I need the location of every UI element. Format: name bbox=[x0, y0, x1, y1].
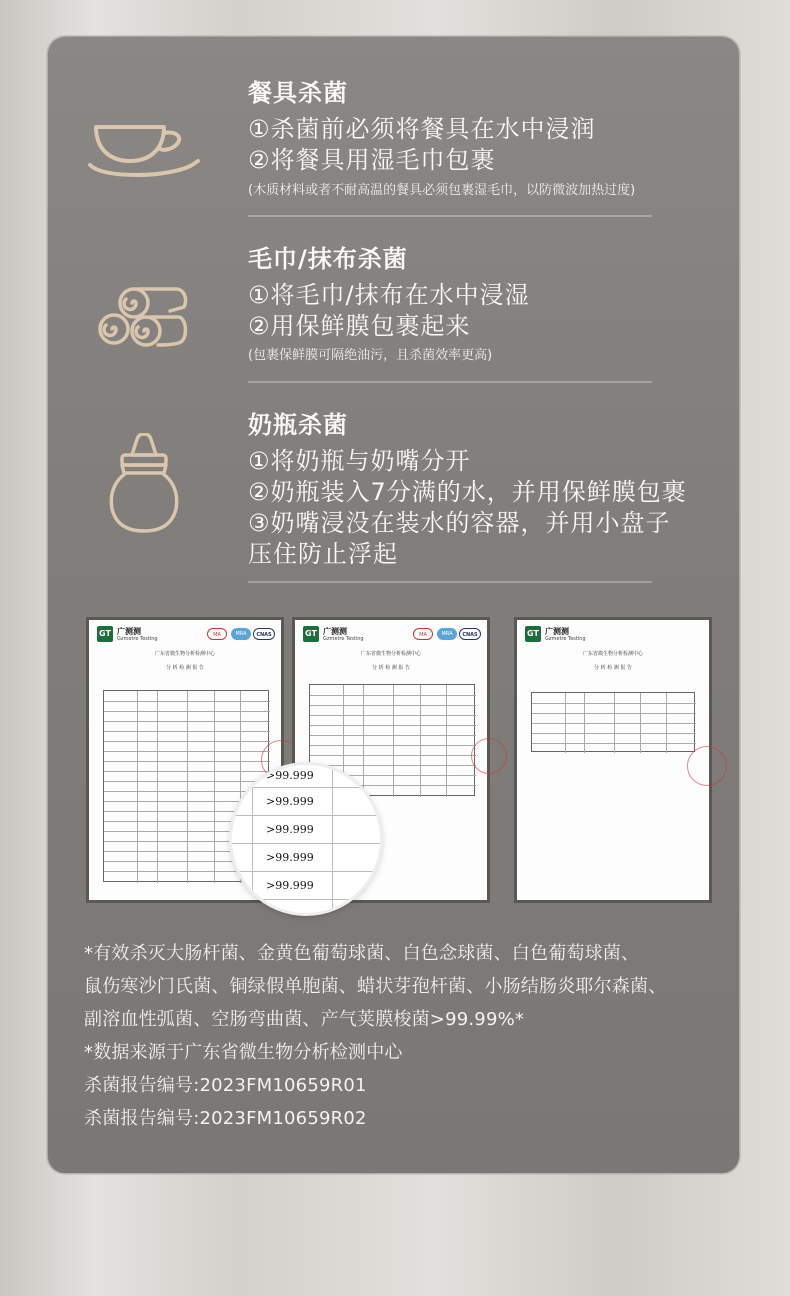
report-stamp bbox=[471, 738, 507, 774]
step-line: ②将餐具用湿毛巾包裹 bbox=[248, 146, 496, 174]
magnifier-lens bbox=[232, 765, 380, 913]
ilac-badge-icon: MRA bbox=[437, 628, 457, 640]
table-rule bbox=[393, 685, 394, 797]
report-table bbox=[531, 692, 695, 752]
report-logo-text: 广测测 bbox=[323, 627, 347, 636]
table-rule bbox=[446, 685, 447, 797]
gt-logo-icon: GT bbox=[303, 626, 319, 642]
table-rule bbox=[420, 685, 421, 797]
cma-badge-icon: MA bbox=[207, 628, 227, 640]
cma-badge-icon: MA bbox=[413, 628, 433, 640]
table-rule bbox=[363, 685, 364, 797]
footer-line: *有效杀灭大肠杆菌、金黄色葡萄球菌、白色念球菌、白色葡萄球菌、 bbox=[84, 943, 640, 964]
table-rule bbox=[666, 693, 667, 753]
gt-logo-icon: GT bbox=[97, 626, 113, 642]
report-logo-text: 广测测 bbox=[117, 627, 141, 636]
report-logo-text: 广测测 bbox=[545, 627, 569, 636]
ilac-badge-icon: MRA bbox=[231, 628, 251, 640]
report-org: 广东省微生物分析检测中心 bbox=[154, 651, 215, 657]
info-panel bbox=[47, 36, 740, 1174]
section-note: (木质材料或者不耐高温的餐具必须包裹湿毛巾，以防微波加热过度) bbox=[248, 183, 636, 198]
step-line: ①杀菌前必须将餐具在水中浸润 bbox=[248, 115, 596, 143]
table-rule bbox=[137, 691, 138, 883]
footer-line: 杀菌报告编号:2023FM10659R02 bbox=[84, 1108, 367, 1129]
rolled-towel-icon bbox=[98, 285, 190, 349]
table-rule bbox=[214, 691, 215, 883]
gt-logo-icon: GT bbox=[525, 626, 541, 642]
report-logo-sub: Gzmetre Testing bbox=[545, 636, 586, 642]
report-doc-title: 分 析 检 测 报 告 bbox=[166, 665, 204, 671]
step-line: ①将奶瓶与奶嘴分开 bbox=[248, 447, 471, 475]
cup-saucer-icon bbox=[88, 119, 208, 179]
report-logo-sub: Gzmetre Testing bbox=[117, 636, 158, 642]
table-rule bbox=[640, 693, 641, 753]
step-line: ①将毛巾/抹布在水中浸湿 bbox=[248, 281, 530, 309]
magnified-value: >99.999 bbox=[266, 851, 314, 864]
table-rule bbox=[584, 693, 585, 753]
magnified-value: >99.999 bbox=[266, 795, 314, 808]
table-rule bbox=[157, 691, 158, 883]
report-doc-title: 分 析 检 测 报 告 bbox=[594, 665, 632, 671]
cnas-badge-icon: CNAS bbox=[459, 628, 481, 640]
footer-line: 鼠伤寒沙门氏菌、铜绿假单胞菌、蜡状芽孢杆菌、小肠结肠炎耶尔森菌、 bbox=[84, 976, 667, 997]
report-header bbox=[525, 626, 703, 646]
divider bbox=[248, 215, 652, 217]
divider bbox=[248, 581, 652, 583]
report-doc-title: 分 析 检 测 报 告 bbox=[372, 665, 410, 671]
step-line: ②奶瓶装入7分满的水，并用保鲜膜包裹 bbox=[248, 478, 687, 506]
magnified-value: >99.999 bbox=[266, 879, 314, 892]
section-title: 餐具杀菌 bbox=[248, 79, 348, 107]
baby-bottle-icon bbox=[108, 433, 180, 533]
footer-line: *数据来源于广东省微生物分析检测中心 bbox=[84, 1042, 403, 1063]
footer-line: 副溶血性弧菌、空肠弯曲菌、产气荚膜梭菌>99.99%* bbox=[84, 1009, 525, 1030]
divider bbox=[248, 381, 652, 383]
cnas-badge-icon: CNAS bbox=[253, 628, 275, 640]
magnified-value: >99.999 bbox=[266, 769, 314, 782]
table-rule bbox=[614, 693, 615, 753]
report-stamp bbox=[687, 746, 727, 786]
footer-line: 杀菌报告编号:2023FM10659R01 bbox=[84, 1075, 367, 1096]
section-note: (包裹保鲜膜可隔绝油污，且杀菌效率更高) bbox=[248, 348, 493, 363]
report-org: 广东省微生物分析检测中心 bbox=[582, 651, 643, 657]
section-title: 毛巾/抹布杀菌 bbox=[248, 245, 408, 273]
table-rule bbox=[565, 693, 566, 753]
magnified-value: >99.999 bbox=[266, 823, 314, 836]
report-header bbox=[303, 626, 481, 646]
report-header bbox=[97, 626, 275, 646]
step-line: 压住防止浮起 bbox=[248, 540, 398, 568]
step-line: ③奶嘴浸没在装水的容器，并用小盘子 bbox=[248, 509, 671, 537]
section-title: 奶瓶杀菌 bbox=[248, 411, 348, 439]
step-line: ②用保鲜膜包裹起来 bbox=[248, 312, 471, 340]
report-logo-sub: Gzmetre Testing bbox=[323, 636, 364, 642]
test-report-3 bbox=[514, 617, 712, 903]
table-rule bbox=[187, 691, 188, 883]
report-org: 广东省微生物分析检测中心 bbox=[360, 651, 421, 657]
